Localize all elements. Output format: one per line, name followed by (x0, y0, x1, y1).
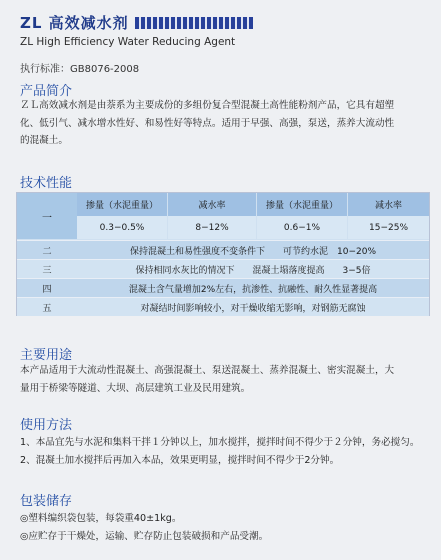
table-header-cell: 掺量（水泥重量） (257, 193, 347, 216)
table-header-cell: 掺量（水泥重量） (77, 193, 167, 216)
page-subtitle: ZL High Efficiency Water Reducing Agent (20, 36, 236, 48)
row-text: 保持混凝土和易性强度不变条件下 可节约水泥 10−20% (130, 246, 376, 257)
row-text: 混凝土含气量增加2%左右，抗渗性、抗融性、耐久性显著提高 (128, 284, 378, 295)
usage-line: 量用于桥梁等隧道、大坝、高层建筑工业及民用建筑。 (20, 382, 251, 394)
packaging-item: ◎应贮存于干燥处，运输、贮存防止包装破损和产品受潮。 (20, 531, 269, 542)
intro-line: ＺＬ高效减水剂是由萘系为主要成份的多组份复合型混凝土高性能粉剂产品，它具有超塑 (20, 100, 395, 111)
page-title: ZL 高效减水剂 (20, 14, 129, 32)
table-row (17, 259, 429, 278)
performance-table (16, 192, 430, 316)
usage-line: 本产品适用于大流动性混凝土、高强混凝土、泵送混凝土、蒸养混凝土、密实混凝土，大 (20, 365, 395, 376)
usage-paragraph (20, 362, 425, 397)
method-step: 2、混凝土加水搅拌后再加入本品，效果更明显，搅拌时间不得少于2分钟。 (20, 455, 340, 466)
method-step: 1、本品宜先与水泥和集料干拌１分钟以上，加水搅拌，搅拌时间不得少于２分钟，务必搅匀。 (20, 437, 420, 448)
table-value-cell: 8−12% (168, 216, 256, 239)
table-value-cell: 0.3−0.5% (77, 216, 167, 239)
row-number: 一 (17, 193, 77, 239)
row-number: 四 (42, 284, 52, 295)
table-header-cell: 减水率 (348, 193, 429, 216)
usage-heading: 主要用途 (20, 348, 73, 363)
row-number: 五 (42, 303, 52, 314)
table-row (17, 278, 429, 297)
table-value-cell: 0.6−1% (257, 216, 347, 239)
row-text: 对凝结时间影响较小，对干燥收缩无影响，对钢筋无腐蚀 (140, 303, 366, 314)
table-header-cell: 减水率 (168, 193, 256, 216)
title-decoration-bar (135, 17, 253, 29)
packaging-heading: 包装储存 (20, 494, 73, 509)
row-number: 二 (42, 246, 52, 257)
intro-line: 化、低引气、减水增水性好、和易性好等特点。适用于早强、高强，泵送，蒸养大流动性 (20, 117, 395, 129)
title-row (20, 12, 253, 33)
row-text: 保持相同水灰比的情况下 混凝土塌落度提高 3−5倍 (135, 265, 371, 276)
standard-line: 执行标准：GB8076-2008 (20, 64, 140, 75)
row-number: 三 (42, 265, 52, 276)
table-row (17, 193, 429, 239)
intro-paragraph (20, 97, 425, 150)
performance-heading: 技术性能 (20, 176, 73, 191)
method-heading: 使用方法 (20, 418, 73, 433)
table-row (17, 240, 429, 259)
intro-line: 的混凝土。 (20, 135, 68, 146)
packaging-item: ◎塑料编织袋包装，每袋重40±1kg。 (20, 513, 182, 524)
intro-heading: 产品简介 (20, 84, 73, 99)
table-value-cell: 15−25% (348, 216, 429, 239)
table-row (17, 297, 429, 316)
